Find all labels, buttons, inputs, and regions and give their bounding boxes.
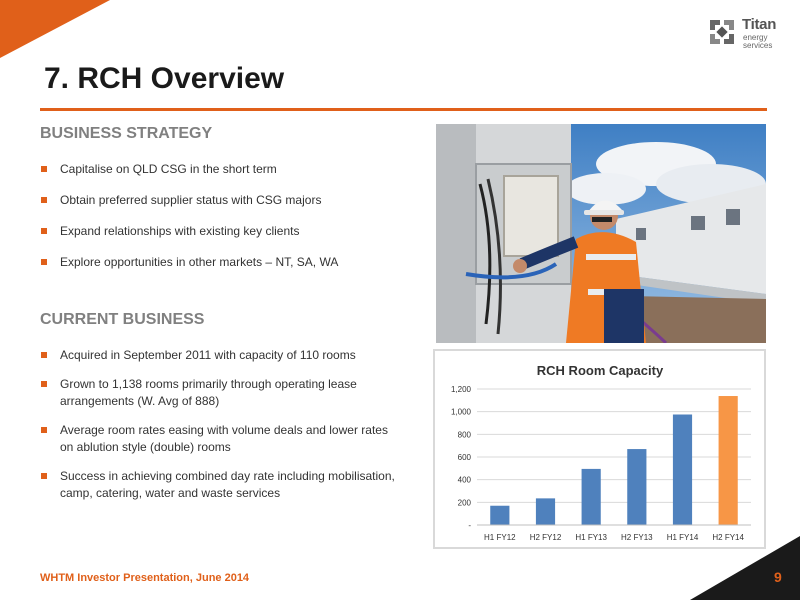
list-item: Average room rates easing with volume deals and lower rates on ablution style (double) rooms [40, 422, 395, 456]
logo-subtitle: energy services [743, 33, 773, 50]
current-business-heading: CURRENT BUSINESS [40, 311, 205, 328]
page-number: 9 [774, 569, 782, 585]
list-item: Success in achieving combined day rate including mobilisation, camp, catering, water and waste services [40, 468, 395, 502]
chart-canvas [435, 351, 764, 547]
footer-text: WHTM Investor Presentation, June 2014 [40, 572, 250, 584]
y-tick-label: - [468, 521, 471, 530]
y-tick-label: 600 [457, 453, 471, 462]
business-strategy-list [40, 161, 395, 271]
list-item: Expand relationships with existing key clients [40, 223, 395, 240]
business-strategy-heading: BUSINESS STRATEGY [40, 125, 213, 142]
titan-logo [706, 16, 786, 58]
titan-logo-mark-icon [706, 16, 738, 48]
y-tick-label: 1,200 [450, 385, 471, 394]
x-tick-label: H1 FY13 [575, 533, 607, 542]
x-tick-label: H2 FY12 [529, 533, 562, 542]
bullet-square-icon [41, 197, 47, 203]
bullet-square-icon [41, 228, 47, 234]
bar-h2-fy13 [627, 449, 646, 525]
list-item: Acquired in September 2011 with capacity of 110 rooms [40, 347, 395, 364]
y-tick-label: 800 [457, 430, 471, 440]
x-tick-label: H1 FY12 [484, 533, 516, 542]
bullet-square-icon [41, 259, 47, 265]
logo-wordmark: Titan [742, 16, 777, 33]
bullet-square-icon [41, 473, 47, 479]
x-tick-label: H1 FY14 [666, 533, 699, 542]
bar-h1-fy13 [582, 469, 601, 525]
slide-title: 7. RCH Overview [44, 62, 285, 95]
bar-h2-fy12 [536, 498, 555, 525]
list-item: Explore opportunities in other markets – NT, SA, WA [40, 254, 395, 271]
bar-h2-fy14 [719, 396, 738, 525]
list-item: Grown to 1,138 rooms primarily through operating lease arrangements (W. Avg of 888) [40, 376, 395, 410]
y-tick-label: 400 [457, 475, 471, 485]
title-divider [40, 108, 767, 111]
chart-title: RCH Room Capacity [536, 363, 664, 378]
list-item: Capitalise on QLD CSG in the short term [40, 161, 395, 178]
x-tick-label: H2 FY13 [621, 533, 653, 542]
bullet-square-icon [41, 427, 47, 433]
bullet-square-icon [41, 352, 47, 358]
room-capacity-chart [433, 349, 766, 549]
y-tick-label: 200 [457, 498, 471, 508]
current-business-list [40, 347, 395, 502]
bar-h1-fy12 [490, 506, 509, 525]
worker-photo [436, 124, 766, 343]
x-tick-label: H2 FY14 [712, 533, 744, 542]
bar-h1-fy14 [673, 415, 692, 526]
bullet-square-icon [41, 166, 47, 172]
y-tick-label: 1,000 [450, 407, 471, 417]
corner-accent-top-left [0, 0, 110, 58]
list-item: Obtain preferred supplier status with CSG majors [40, 192, 395, 209]
bullet-square-icon [41, 381, 47, 387]
